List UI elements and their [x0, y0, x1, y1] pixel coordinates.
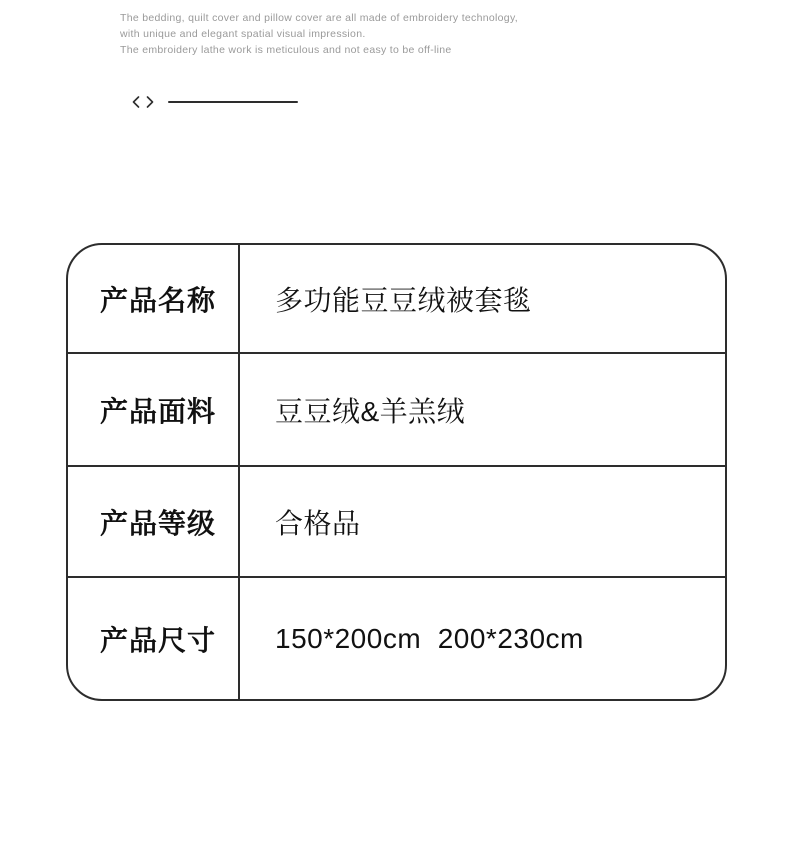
spec-row-product-name [68, 245, 725, 354]
spec-row-label: 产品等级 [68, 467, 240, 576]
spec-row-value: 合格品 [275, 507, 361, 539]
spec-row-fabric [68, 354, 725, 467]
carousel-next-button[interactable] [143, 93, 157, 111]
spec-row-label: 产品面料 [68, 354, 240, 465]
spec-row-value: 150*200cm 200*230cm [275, 622, 584, 654]
description-line: with unique and elegant spatial visual impression. [120, 28, 366, 40]
description-line: The embroidery lathe work is meticulous and not easy to be off-line [120, 44, 452, 56]
spec-row-label: 产品名称 [68, 245, 240, 352]
spec-row-size [68, 578, 725, 699]
description-line: The bedding, quilt cover and pillow cover are all made of embroidery technology, [120, 12, 518, 24]
carousel-prev-button[interactable] [129, 93, 143, 111]
spec-row-grade [68, 467, 725, 578]
chevron-right-icon [146, 96, 154, 108]
product-spec-table [66, 243, 727, 701]
carousel-progress-bar [168, 101, 298, 104]
product-description [120, 10, 518, 58]
spec-row-value: 多功能豆豆绒被套毯 [275, 284, 532, 316]
carousel-nav [129, 92, 298, 112]
spec-row-value: 豆豆绒&羊羔绒 [275, 395, 466, 427]
chevron-left-icon [132, 96, 140, 108]
spec-row-label: 产品尺寸 [68, 578, 240, 699]
